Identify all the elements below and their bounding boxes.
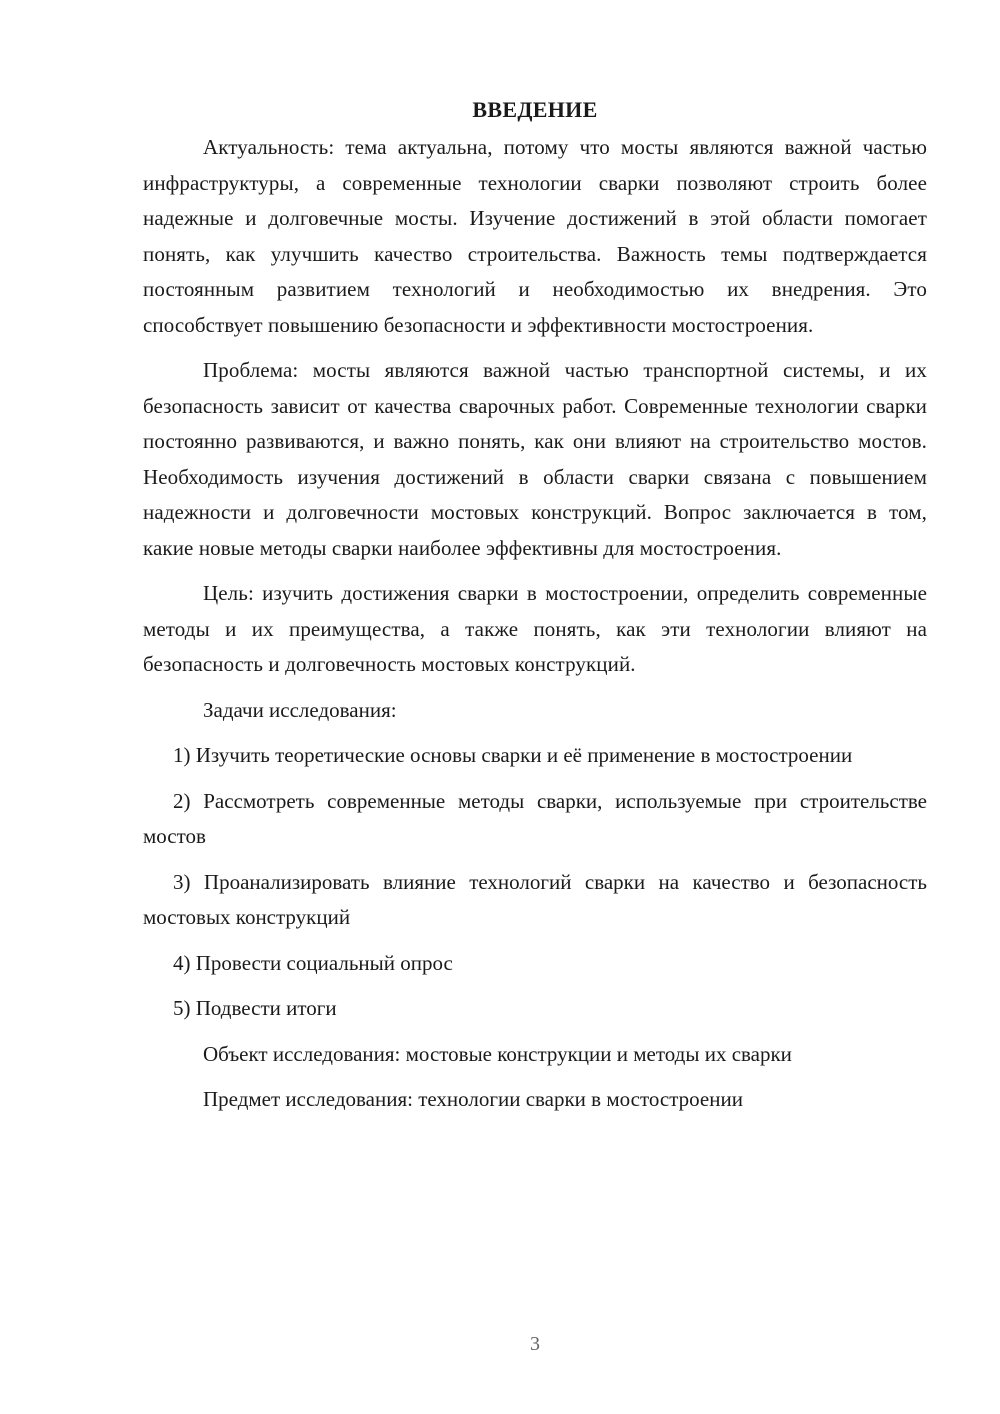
tasks-heading: Задачи исследования: [203,697,397,722]
paragraph-relevance: Актуальность: тема актуальна, потому что мосты являются важной частью инфраструктуры, а современные технологии сварки позволяют строить более надежные и долговечные мосты. Изучение достижений в этой области помогает понять, как улучшить качество строительства. Важность темы подтверждается постоянным развитием технологий и необходимостью их внедрения. Это способствует повышению безопасности и эффективности мостостроения. [143,135,927,337]
paragraph-goal: Цель: изучить достижения сварки в мостостроении, определить современные методы и их преимущества, а также понять, как эти технологии влияют на безопасность и долговечность мостовых конструкций. [143,581,927,676]
task-item-1: 1) Изучить теоретические основы сварки и её применение в мостостроении [173,743,853,767]
task-item-4: 4) Провести социальный опрос [173,950,453,975]
task-item-5: 5) Подвести итоги [173,996,337,1020]
page-number: 3 [530,1333,540,1355]
document-page [143,92,927,1128]
paragraph-problem: Проблема: мосты являются важной частью транспортной системы, и их безопасность зависит от качества сварочных работ. Современные технологии сварки постоянно развиваются, и важно понять, как они влияют на строительство мостов. Необходимость изучения достижений в области сварки связана с повышением надежности и долговечности мостовых конструкций. Вопрос заключается в том, какие новые методы сварки наиболее эффективны для мостостроения. [143,358,927,560]
research-object: Объект исследования: мостовые конструкции и методы их сварки [203,1041,792,1066]
page-title: ВВЕДЕНИЕ [472,97,598,122]
research-subject: Предмет исследования: технологии сварки в мостостроении [203,1087,743,1111]
task-item-2: 2) Рассмотреть современные методы сварки, используемые при строительстве мостов [143,788,927,848]
task-item-3: 3) Проанализировать влияние технологий сварки на качество и безопасность мостовых конструкций [143,869,927,929]
